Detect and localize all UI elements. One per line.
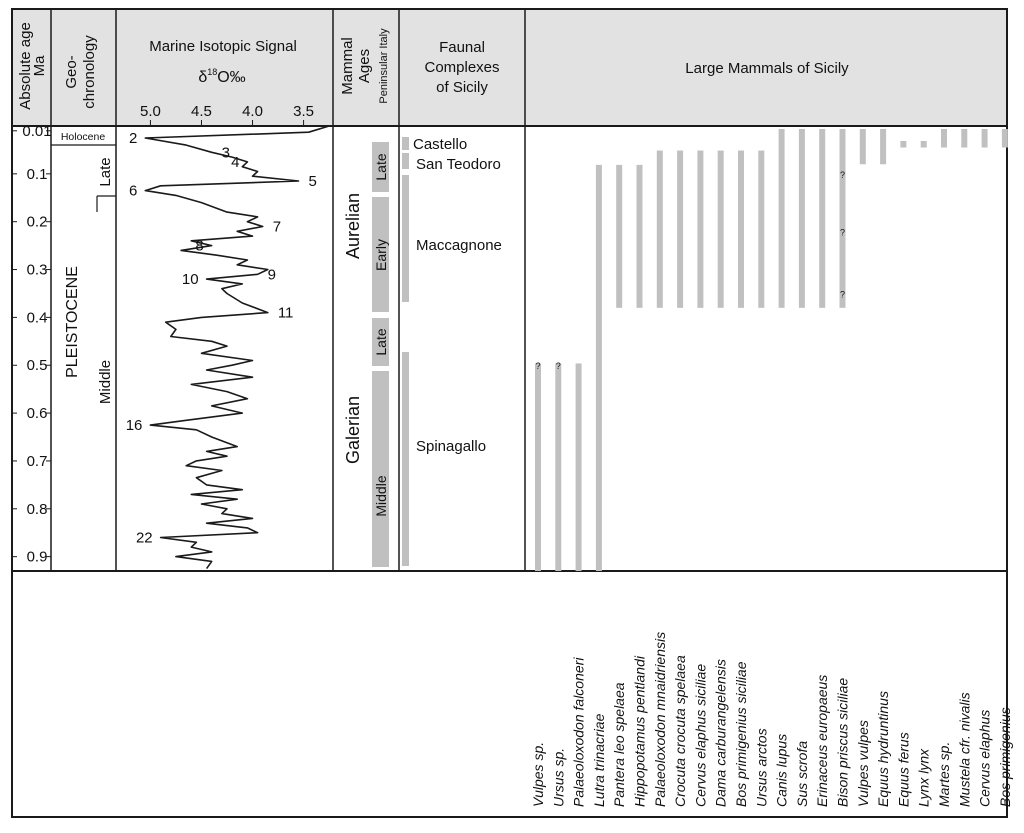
isotope-x-tick-label: 5.0 bbox=[139, 103, 161, 120]
isotope-unit: O‰ bbox=[217, 69, 246, 86]
species-name: Erinaceus europaeus bbox=[814, 674, 831, 807]
isotope-stage-label: 4 bbox=[231, 153, 240, 171]
pleistocene-label: PLEISTOCENE bbox=[64, 266, 81, 378]
faunal-header-line3: of Sicily bbox=[436, 79, 488, 96]
species-range-bar bbox=[1002, 129, 1008, 148]
faunal-header-line2: Complexes bbox=[424, 59, 500, 76]
header-background bbox=[12, 9, 1007, 126]
galerian-late-label: Late bbox=[373, 328, 389, 356]
age-tick-label: 0.01 bbox=[22, 122, 52, 140]
age-tick-label: 0.5 bbox=[26, 357, 48, 375]
faunal-castello: Castello bbox=[413, 136, 468, 153]
species-name: Canis lupus bbox=[773, 733, 790, 807]
isotope-stage-label: 3 bbox=[221, 144, 231, 162]
maccagnone-bar bbox=[402, 175, 409, 302]
middle-label: Middle bbox=[97, 359, 114, 405]
isotope-stage-label: 8 bbox=[195, 237, 204, 255]
isotope-title: Marine Isotopic Signal bbox=[149, 38, 297, 55]
species-name: Cervus elaphus siciliae bbox=[692, 663, 709, 807]
isotope-stage-label: 7 bbox=[272, 218, 282, 236]
species-range-bar bbox=[941, 129, 947, 148]
outer-border bbox=[12, 9, 1007, 817]
galerian-middle-label: Middle bbox=[373, 475, 389, 517]
aurelian-label: Aurelian bbox=[343, 192, 363, 260]
mammal-ages-column bbox=[343, 142, 389, 567]
species-name: Martes sp. bbox=[936, 741, 952, 807]
spinagallo-bar bbox=[402, 352, 409, 566]
species-name: Hippopotamus pentlandi bbox=[631, 656, 648, 807]
species-range-bar bbox=[738, 151, 744, 308]
species-name: Equus hydruntinus bbox=[875, 691, 892, 807]
species-range-bars bbox=[535, 129, 1008, 571]
species-range-bar bbox=[718, 151, 724, 308]
species-name: Crocuta crocuta spelaea bbox=[672, 655, 689, 807]
faunal-header-line1: Faunal bbox=[439, 39, 485, 56]
species-range-bar bbox=[799, 129, 805, 308]
species-range-bar bbox=[637, 165, 643, 308]
species-name: Palaeoloxodon mnaidriensis bbox=[651, 631, 668, 807]
large-mammals-header: Large Mammals of Sicily bbox=[685, 60, 849, 77]
age-tick-label: 0.2 bbox=[26, 213, 48, 231]
isotope-superscript: 18 bbox=[207, 67, 218, 77]
mammal-ages-header-line1: Mammal bbox=[339, 37, 356, 95]
species-name: Bos primigenius siciliae bbox=[733, 661, 749, 807]
isotope-stage-label: 16 bbox=[125, 417, 143, 435]
holocene-label: Holocene bbox=[60, 131, 106, 143]
faunal-spinagallo: Spinagallo bbox=[416, 438, 487, 455]
species-name: Sus scrofa bbox=[793, 740, 810, 807]
galerian-label: Galerian bbox=[343, 395, 363, 465]
species-range-bar bbox=[982, 129, 988, 148]
galerian-middle-bar bbox=[372, 371, 389, 567]
species-range-bar bbox=[657, 151, 663, 308]
faunal-san-teodoro: San Teodoro bbox=[416, 156, 501, 173]
isotope-curve bbox=[145, 126, 329, 569]
age-header-line1: Absolute age bbox=[17, 22, 34, 110]
species-range-bar bbox=[758, 151, 764, 308]
isotope-stage-label: 22 bbox=[135, 529, 153, 547]
species-name: Lutra trinacriae bbox=[590, 713, 607, 807]
species-range-bar bbox=[535, 363, 541, 571]
species-name: Equus ferus bbox=[895, 732, 912, 807]
faunal-maccagnone: Maccagnone bbox=[416, 237, 502, 254]
isotope-x-tick-label: 3.5 bbox=[293, 103, 315, 120]
mammal-ages-header-sub: Peninsular Italy bbox=[378, 28, 390, 104]
age-tick-label: 0.7 bbox=[26, 452, 48, 470]
species-range-bar bbox=[697, 151, 703, 308]
age-tick-label: 0.9 bbox=[26, 548, 48, 566]
species-range-bar bbox=[779, 129, 785, 308]
species-range-bar bbox=[616, 165, 622, 308]
uncertain-marker: ? bbox=[555, 361, 561, 372]
species-range-bar bbox=[921, 141, 927, 148]
species-name: Vulpes sp. bbox=[530, 741, 546, 807]
species-name: Pantera leo spelaea bbox=[611, 682, 628, 807]
species-range-bar bbox=[840, 129, 846, 308]
isotope-x-tick-label: 4.5 bbox=[191, 103, 212, 120]
delta-symbol: δ bbox=[198, 69, 208, 86]
uncertain-marker: ? bbox=[535, 361, 541, 372]
isotope-stage-label: 2 bbox=[128, 129, 138, 147]
species-name: Ursus sp. bbox=[550, 747, 567, 807]
species-range-bar bbox=[860, 129, 866, 164]
species-range-bar bbox=[961, 129, 967, 148]
isotope-stage-label: 9 bbox=[267, 266, 276, 284]
faunal-complexes-column bbox=[402, 136, 502, 566]
species-name: Cervus elaphus bbox=[976, 709, 993, 807]
isotope-stage-label: 5 bbox=[308, 173, 317, 191]
age-tick-label: 0.4 bbox=[26, 309, 48, 327]
age-header-line2: Ma bbox=[31, 55, 48, 77]
age-tick-label: 0.6 bbox=[26, 405, 48, 423]
species-range-bar bbox=[900, 141, 906, 148]
species-range-bar bbox=[555, 363, 561, 571]
species-range-bar bbox=[819, 129, 825, 308]
geochronology-column bbox=[51, 131, 116, 404]
age-ticks bbox=[12, 123, 52, 566]
geo-header-line2: chronology bbox=[81, 35, 98, 109]
species-name: Bison priscus siciliae bbox=[834, 677, 851, 807]
age-tick-label: 0.1 bbox=[26, 165, 48, 183]
uncertain-marker: ? bbox=[839, 169, 846, 180]
grid-lines bbox=[12, 9, 1007, 817]
isotope-stage-label: 6 bbox=[128, 182, 138, 200]
species-names bbox=[530, 632, 1013, 807]
isotope-stage-label: 10 bbox=[181, 271, 199, 289]
isotope-stage-label: 11 bbox=[277, 304, 294, 322]
uncertain-marker: ? bbox=[839, 289, 846, 300]
aurelian-late-label: Late bbox=[373, 153, 389, 181]
species-name: Bos primigenius bbox=[996, 707, 1013, 807]
species-range-bar bbox=[880, 129, 886, 164]
castello-bar bbox=[402, 137, 409, 150]
species-name: Dama carburangelensis bbox=[712, 659, 729, 807]
mammal-ages-header-line2: Ages bbox=[356, 48, 373, 84]
geo-header-line1: Geo- bbox=[63, 55, 80, 89]
species-range-bar bbox=[596, 165, 602, 571]
species-name: Vulpes vulpes bbox=[854, 720, 871, 807]
late-label: Late bbox=[97, 157, 114, 187]
san-teodoro-bar bbox=[402, 153, 409, 169]
species-name: Lynx lynx bbox=[915, 748, 932, 807]
isotope-unit-label bbox=[198, 67, 245, 86]
isotope-x-tick-label: 4.0 bbox=[242, 103, 263, 120]
species-range-bar bbox=[677, 151, 683, 308]
age-tick-label: 0.3 bbox=[26, 261, 48, 279]
species-name: Ursus arctos bbox=[753, 728, 770, 807]
species-name: Palaeoloxodon falconeri bbox=[570, 657, 587, 807]
species-range-bar bbox=[576, 363, 582, 571]
species-name: Mustela cfr. nivalis bbox=[956, 692, 973, 807]
uncertain-marker: ? bbox=[839, 227, 846, 238]
aurelian-early-label: Early bbox=[373, 239, 389, 271]
age-tick-label: 0.8 bbox=[26, 500, 48, 518]
